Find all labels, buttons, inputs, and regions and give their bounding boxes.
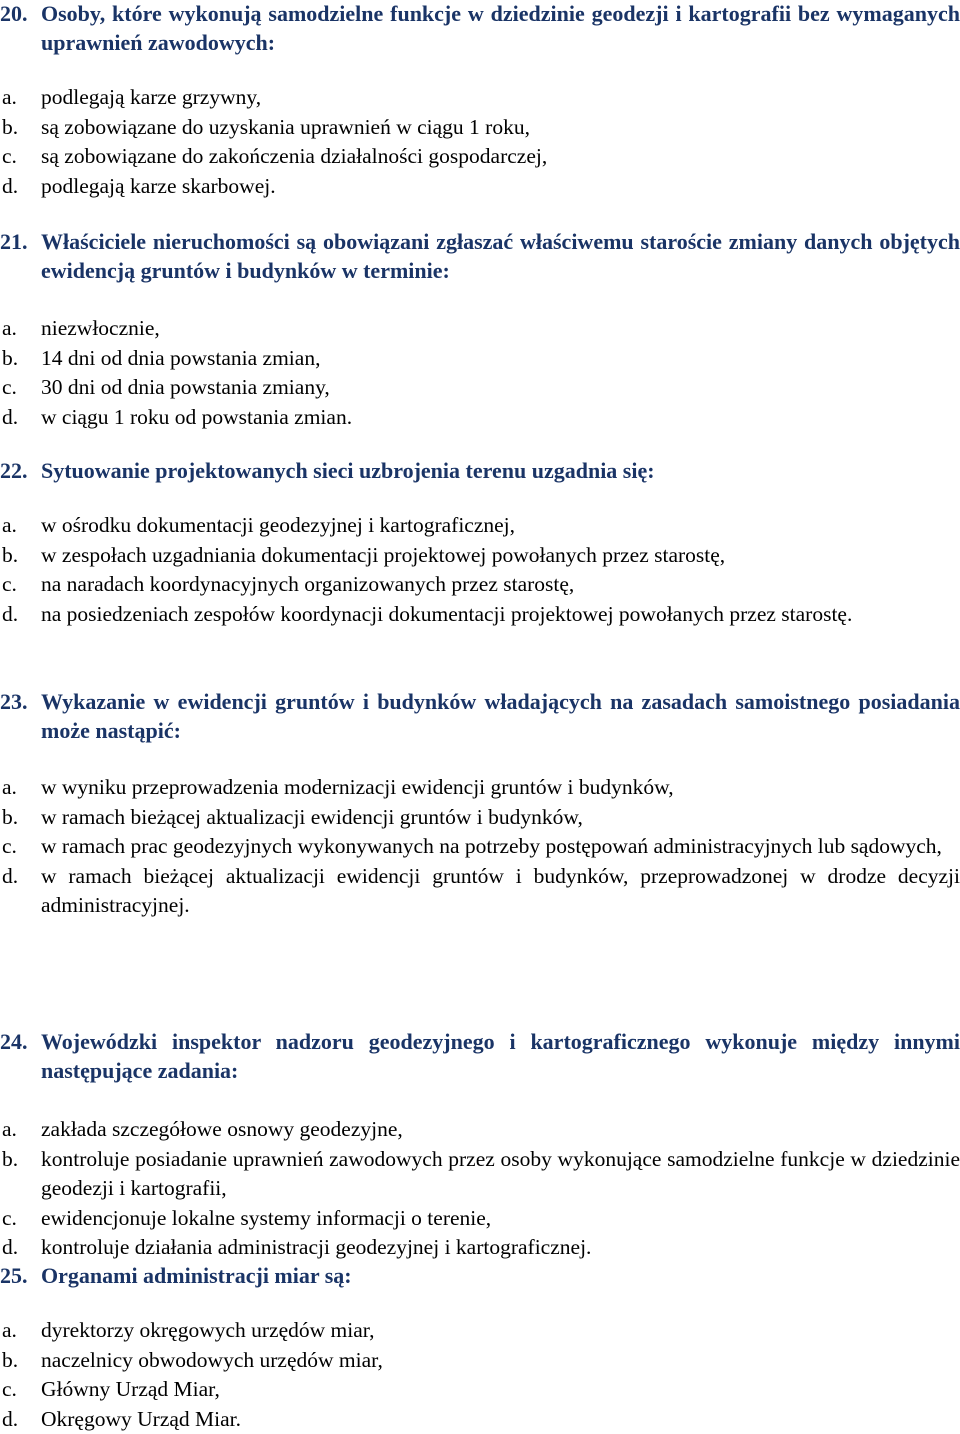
- question-number: 24.: [0, 1029, 28, 1054]
- question-text: Wojewódzki inspektor nadzoru geodezyjnego i kartograficznego wykonuje między innymi następujące zadania:: [41, 1029, 960, 1083]
- question-23: [0, 687, 960, 921]
- answer-list: [0, 773, 960, 921]
- option-letter: a.: [2, 316, 17, 340]
- option-text: Główny Urząd Miar,: [41, 1377, 220, 1401]
- question-title: [0, 456, 960, 485]
- answer-option: [0, 172, 960, 202]
- answer-option: [0, 142, 960, 172]
- answer-option: [0, 373, 960, 403]
- option-text: na naradach koordynacyjnych organizowanych przez starostę,: [41, 572, 575, 596]
- option-text: kontroluje działania administracji geodezyjnej i kartograficznej.: [41, 1235, 592, 1259]
- option-letter: b.: [2, 1146, 19, 1171]
- answer-option: [0, 344, 960, 374]
- option-text: w ramach bieżącej aktualizacji ewidencji gruntów i budynków, przeprowadzonej w drodze decyzji administracyjnej.: [41, 863, 960, 917]
- option-text: kontroluje posiadanie uprawnień zawodowych przez osoby wykonujące samodzielne funkcje w dziedzinie geodezji i kartografii,: [41, 1146, 960, 1200]
- option-text: dyrektorzy okręgowych urzędów miar,: [41, 1318, 375, 1342]
- option-letter: c.: [2, 572, 17, 596]
- option-text: w ośrodku dokumentacji geodezyjnej i kartograficznej,: [41, 513, 516, 537]
- question-text: Wykazanie w ewidencji gruntów i budynków władających na zasadach samoistnego posiadania może nastąpić:: [41, 689, 960, 743]
- answer-option: [0, 1233, 960, 1263]
- answer-option: [0, 1346, 960, 1376]
- answer-list: [0, 1115, 960, 1263]
- option-letter: c.: [2, 1205, 17, 1230]
- option-text: są zobowiązane do uzyskania uprawnień w ciągu 1 roku,: [41, 114, 530, 139]
- option-text: 30 dni od dnia powstania zmiany,: [41, 375, 330, 399]
- option-letter: a.: [2, 775, 17, 799]
- answer-option: [0, 1115, 960, 1145]
- question-title: [0, 0, 960, 57]
- answer-option: [0, 83, 960, 113]
- answer-list: [0, 1316, 960, 1434]
- option-text: podlegają karze grzywny,: [41, 85, 262, 109]
- option-letter: d.: [2, 863, 19, 888]
- option-text: w ciągu 1 roku od powstania zmian.: [41, 404, 353, 429]
- answer-option: [0, 1145, 960, 1204]
- answer-list: [0, 511, 960, 629]
- answer-option: [0, 773, 960, 803]
- question-24: [0, 1027, 960, 1263]
- answer-list: [0, 83, 960, 201]
- question-text: Właściciele nieruchomości są obowiązani zgłaszać właściwemu staroście zmiany danych objętych ewidencją gruntów i budynków w terminie:: [41, 229, 960, 283]
- option-letter: b.: [2, 114, 19, 139]
- option-text: zakłada szczegółowe osnowy geodezyjne,: [41, 1117, 403, 1141]
- option-letter: a.: [2, 1318, 17, 1342]
- question-title: [0, 1027, 960, 1085]
- question-title: [0, 687, 960, 745]
- question-number: 20.: [0, 1, 28, 26]
- question-number: 23.: [0, 689, 28, 714]
- option-letter: c.: [2, 144, 17, 168]
- answer-option: [0, 1316, 960, 1346]
- answer-option: [0, 803, 960, 833]
- answer-option: [0, 314, 960, 344]
- option-letter: d.: [2, 404, 19, 429]
- option-letter: c.: [2, 375, 17, 399]
- question-number: 21.: [0, 229, 28, 254]
- question-title: [0, 1261, 960, 1290]
- question-number: 22.: [0, 458, 28, 483]
- answer-option: [0, 1375, 960, 1405]
- option-letter: a.: [2, 513, 17, 537]
- answer-option: [0, 403, 960, 433]
- option-letter: c.: [2, 1377, 17, 1401]
- answer-option: [0, 541, 960, 571]
- option-letter: c.: [2, 834, 17, 858]
- answer-option: [0, 570, 960, 600]
- option-text: na posiedzeniach zespołów koordynacji dokumentacji projektowej powołanych przez starostę.: [41, 601, 853, 626]
- question-number: 25.: [0, 1263, 28, 1288]
- answer-option: [0, 1405, 960, 1434]
- option-text: 14 dni od dnia powstania zmian,: [41, 345, 321, 370]
- option-text: Okręgowy Urząd Miar.: [41, 1406, 242, 1431]
- option-letter: b.: [2, 345, 19, 370]
- option-text: niezwłocznie,: [41, 316, 160, 340]
- option-letter: a.: [2, 85, 17, 109]
- option-letter: d.: [2, 601, 19, 626]
- answer-option: [0, 600, 960, 630]
- option-letter: a.: [2, 1117, 17, 1141]
- answer-list: [0, 314, 960, 432]
- option-text: podlegają karze skarbowej.: [41, 173, 276, 198]
- question-22: [0, 456, 960, 629]
- option-letter: b.: [2, 804, 19, 829]
- option-letter: b.: [2, 542, 19, 567]
- question-text: Osoby, które wykonują samodzielne funkcje w dziedzinie geodezji i kartografii bez wymaganych uprawnień zawodowych:: [41, 1, 960, 55]
- option-letter: b.: [2, 1347, 19, 1372]
- answer-option: [0, 862, 960, 921]
- answer-option: [0, 832, 960, 862]
- option-text: są zobowiązane do zakończenia działalności gospodarczej,: [41, 144, 548, 168]
- option-letter: d.: [2, 1406, 19, 1431]
- option-text: w ramach prac geodezyjnych wykonywanych na potrzeby postępowań administracyjnych lub sądowych,: [41, 834, 942, 858]
- question-text: Organami administracji miar są:: [41, 1263, 352, 1288]
- option-text: w wyniku przeprowadzenia modernizacji ewidencji gruntów i budynków,: [41, 775, 674, 799]
- option-text: naczelnicy obwodowych urzędów miar,: [41, 1347, 383, 1372]
- answer-option: [0, 113, 960, 143]
- question-21: [0, 227, 960, 432]
- question-text: Sytuowanie projektowanych sieci uzbrojenia terenu uzgadnia się:: [41, 458, 655, 483]
- answer-option: [0, 511, 960, 541]
- option-letter: d.: [2, 1235, 19, 1259]
- answer-option: [0, 1204, 960, 1234]
- option-letter: d.: [2, 173, 19, 198]
- option-text: w zespołach uzgadniania dokumentacji projektowej powołanych przez starostę,: [41, 542, 726, 567]
- question-25: [0, 1261, 960, 1434]
- option-text: w ramach bieżącej aktualizacji ewidencji gruntów i budynków,: [41, 804, 583, 829]
- option-text: ewidencjonuje lokalne systemy informacji o terenie,: [41, 1205, 492, 1230]
- question-20: [0, 0, 960, 201]
- question-title: [0, 227, 960, 285]
